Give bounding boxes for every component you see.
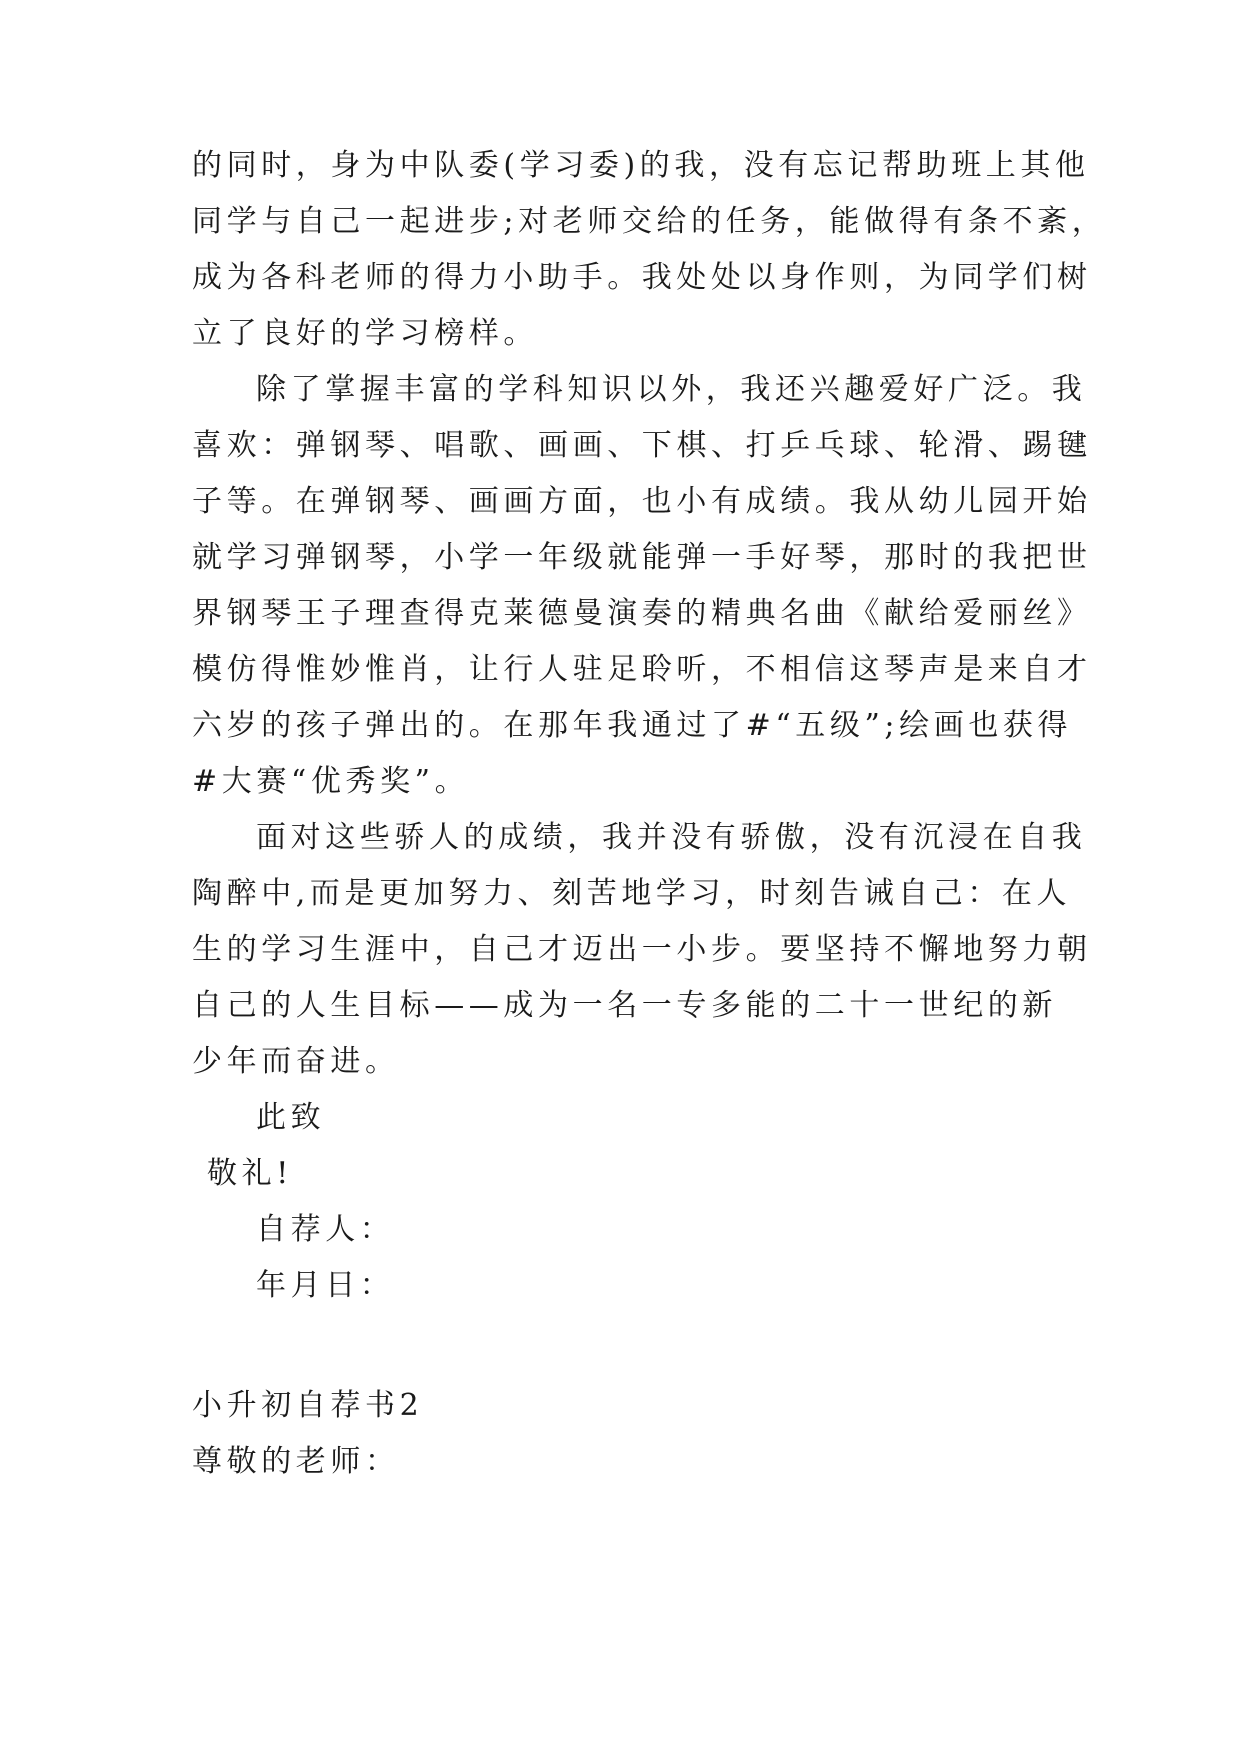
paragraph-1-line-4: 立了良好的学习榜样。 xyxy=(192,316,538,351)
paragraph-2-line-4: 就学习弹钢琴，小学一年级就能弹一手好琴，那时的我把世 xyxy=(192,540,1092,575)
paragraph-3-line-3: 生的学习生涯中，自己才迈出一小步。要坚持不懈地努力朝 xyxy=(192,932,1092,967)
next-section-greeting: 尊敬的老师： xyxy=(192,1444,400,1479)
closing-text: 此致 xyxy=(256,1100,326,1135)
paragraph-2-line-6: 模仿得惟妙惟肖，让行人驻足聆听，不相信这琴声是来自才 xyxy=(192,652,1092,687)
signer-label: 自荐人： xyxy=(256,1212,395,1247)
paragraph-1-line-1: 的同时，身为中队委(学习委)的我，没有忘记帮助班上其他 xyxy=(192,148,1090,183)
paragraph-3-line-1: 面对这些骄人的成绩，我并没有骄傲，没有沉浸在自我 xyxy=(256,820,1087,855)
paragraph-3-line-4: 自己的人生目标——成为一名一专多能的二十一世纪的新 xyxy=(192,988,1057,1023)
paragraph-1-line-3: 成为各科老师的得力小助手。我处处以身作则，为同学们树 xyxy=(192,260,1092,295)
paragraph-2-line-5: 界钢琴王子理查得克莱德曼演奏的精典名曲《献给爱丽丝》 xyxy=(192,596,1092,631)
paragraph-2-line-7: 六岁的孩子弹出的。在那年我通过了#“五级”;绘画也获得 xyxy=(192,708,1073,743)
paragraph-2-line-8: #大赛“优秀奖”。 xyxy=(192,764,470,799)
next-section-title: 小升初自荐书2 xyxy=(192,1388,424,1423)
paragraph-2-line-3: 子等。在弹钢琴、画画方面，也小有成绩。我从幼儿园开始 xyxy=(192,484,1092,519)
paragraph-2-line-1: 除了掌握丰富的学科知识以外，我还兴趣爱好广泛。我 xyxy=(256,372,1087,407)
salute-text: 敬礼! xyxy=(207,1156,293,1191)
paragraph-3-line-5: 少年而奋进。 xyxy=(192,1044,400,1079)
date-label: 年月日： xyxy=(256,1268,395,1303)
paragraph-2-line-2: 喜欢：弹钢琴、唱歌、画画、下棋、打乒乓球、轮滑、踢毽 xyxy=(192,428,1092,463)
paragraph-1-line-2: 同学与自己一起进步;对老师交给的任务，能做得有条不紊， xyxy=(192,204,1107,239)
paragraph-3-line-2: 陶醉中,而是更加努力、刻苦地学习，时刻告诫自己：在人 xyxy=(192,876,1072,911)
